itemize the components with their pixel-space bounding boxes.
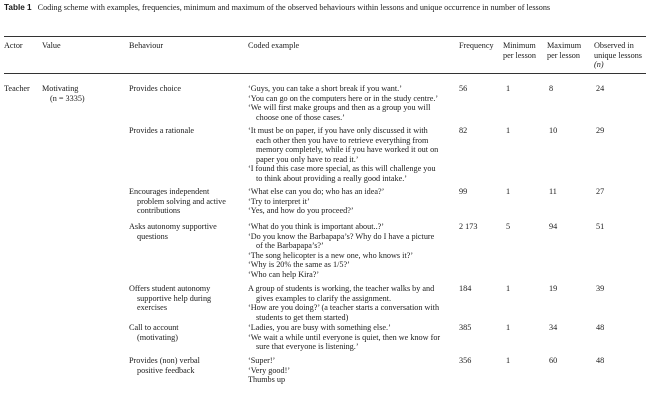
coded-example-text: memory completely, while if you have worked it out on xyxy=(256,145,439,155)
observed-cell: 48 xyxy=(596,356,605,365)
observed-cell: 51 xyxy=(596,222,605,231)
maximum-cell: 34 xyxy=(549,323,558,332)
actor-teacher: Teacher xyxy=(4,84,30,93)
header-maximum-line-1: Maximum xyxy=(547,41,582,50)
behaviour-text: Provides choice xyxy=(129,84,182,93)
coded-example-text: paper you only have to read it.’ xyxy=(256,154,359,164)
coded-example-text: Thumbs up xyxy=(248,375,286,385)
observed-cell: 27 xyxy=(596,187,605,196)
minimum-cell: 1 xyxy=(506,187,511,196)
observed-cell: 24 xyxy=(596,84,605,93)
coded-example-cell xyxy=(248,187,384,216)
behaviour-cell xyxy=(129,126,194,136)
header-coded-example: Coded example xyxy=(248,41,300,50)
header-observed-line-2: unique lessons xyxy=(594,50,642,60)
header-minimum-line-2: per lesson xyxy=(503,50,536,60)
header-minimum xyxy=(503,41,536,60)
header-observed-line-3: (n) xyxy=(594,60,604,70)
coded-example-text: ‘Try to interpret it’ xyxy=(248,196,310,206)
header-observed-line-1: Observed in xyxy=(594,41,634,50)
behaviour-text: Asks autonomy supportive xyxy=(129,222,217,231)
coded-example-text: each other then you have to retrieve everything from xyxy=(256,135,429,145)
value-count: (n = 3335) xyxy=(50,93,85,103)
header-maximum xyxy=(547,41,581,60)
header-maximum-line-2: per lesson xyxy=(547,50,580,60)
behaviour-text: (motivating) xyxy=(137,332,178,342)
maximum-cell: 11 xyxy=(549,187,557,196)
maximum-cell: 94 xyxy=(549,222,558,231)
behaviour-text: Call to account xyxy=(129,323,179,332)
maximum-cell: 8 xyxy=(549,84,554,93)
value-motivating xyxy=(42,84,85,103)
frequency-cell: 184 xyxy=(459,284,472,293)
behaviour-text: supportive help during xyxy=(137,293,212,303)
coded-example-text: ‘You can go on the computers here or in the study centre.’ xyxy=(248,93,439,103)
header-rule xyxy=(4,73,646,74)
observed-cell: 48 xyxy=(596,323,605,332)
top-rule xyxy=(4,36,646,37)
coded-example-text: ‘Super!’ xyxy=(248,356,276,365)
header-value: Value xyxy=(42,41,61,50)
coded-example-text: choose one of those cases.’ xyxy=(256,112,345,122)
behaviour-text: Encourages independent xyxy=(129,187,210,196)
coded-example-text: ‘Yes, and how do you proceed?’ xyxy=(248,206,354,216)
coded-example-cell xyxy=(248,126,438,184)
behaviour-text: contributions xyxy=(137,206,181,216)
coded-example-text: ‘We will first make groups and then as a group you will xyxy=(248,103,431,113)
behaviour-text: Offers student autonomy xyxy=(129,284,211,293)
header-actor: Actor xyxy=(4,41,23,50)
coded-example-text: ‘Who can help Kira?’ xyxy=(248,269,320,279)
behaviour-text: exercises xyxy=(137,303,168,313)
minimum-cell: 1 xyxy=(506,323,511,332)
behaviour-cell xyxy=(129,284,211,313)
coded-example-text: to think about providing a really good intake.’ xyxy=(256,173,407,183)
header-observed xyxy=(594,41,642,70)
coded-example-text: ‘What do you think is important about..?’ xyxy=(248,222,384,231)
behaviour-cell xyxy=(129,84,181,94)
table-caption xyxy=(4,3,550,13)
coded-example-text: ‘It must be on paper, if you have only discussed it with xyxy=(248,126,428,135)
coded-example-cell xyxy=(248,84,438,122)
minimum-cell: 1 xyxy=(506,126,511,135)
coded-example-text: ‘What else can you do; who has an idea?’ xyxy=(248,187,385,196)
maximum-cell: 19 xyxy=(549,284,558,293)
coded-example-text: ‘How are you doing?’ (a teacher starts a conversation with xyxy=(248,303,440,313)
coded-example-text: ‘We wait a while until everyone is quiet, then we know for xyxy=(248,332,441,342)
minimum-cell: 1 xyxy=(506,284,511,293)
coded-example-text: ‘Why is 20% the same as 1/5?’ xyxy=(248,260,350,270)
coded-example-text: ‘Do you know the Barbapapa’s? Why do I have a picture xyxy=(248,231,435,241)
coded-example-text: of the Barbapapa’s?’ xyxy=(256,241,324,251)
table-title: Coding scheme with examples, frequencies, minimum and maximum of the observed behaviours within lessons and unique occurrence in number of lessons xyxy=(37,3,551,12)
coded-example-text: gives examples to clarify the assignment. xyxy=(256,293,392,303)
table-label: Table 1 xyxy=(4,3,32,12)
frequency-cell: 56 xyxy=(459,84,468,93)
coded-example-text: ‘Ladies, you are busy with something else.’ xyxy=(248,323,391,332)
coded-example-text: ‘The song helicopter is a new one, who knows it?’ xyxy=(248,250,414,260)
behaviour-text: problem solving and active xyxy=(137,196,226,206)
coded-example-text: ‘I found this case more special, as this will challenge you xyxy=(248,164,436,174)
coded-example-cell xyxy=(248,284,439,322)
behaviour-cell xyxy=(129,323,179,342)
coded-example-text: ‘Very good!’ xyxy=(248,365,291,375)
minimum-cell: 5 xyxy=(506,222,511,231)
coded-example-cell xyxy=(248,222,434,280)
behaviour-text: Provides a rationale xyxy=(129,126,195,135)
header-frequency: Frequency xyxy=(459,41,494,50)
frequency-cell: 82 xyxy=(459,126,468,135)
coded-example-text: sure that everyone is listening.’ xyxy=(256,342,359,352)
behaviour-cell xyxy=(129,222,217,241)
coded-example-text: ‘Guys, you can take a short break if you want.’ xyxy=(248,84,402,93)
frequency-cell: 385 xyxy=(459,323,472,332)
coded-example-cell xyxy=(248,323,440,352)
behaviour-cell xyxy=(129,187,226,216)
observed-cell: 29 xyxy=(596,126,605,135)
minimum-cell: 1 xyxy=(506,356,511,365)
behaviour-text: questions xyxy=(137,231,168,241)
minimum-cell: 1 xyxy=(506,84,511,93)
behaviour-cell xyxy=(129,356,200,375)
coded-example-cell xyxy=(248,356,290,385)
frequency-cell: 356 xyxy=(459,356,472,365)
coded-example-text: A group of students is working, the teacher walks by and xyxy=(248,284,435,293)
observed-cell: 39 xyxy=(596,284,605,293)
behaviour-text: positive feedback xyxy=(137,365,195,375)
frequency-cell: 99 xyxy=(459,187,468,196)
maximum-cell: 60 xyxy=(549,356,558,365)
coded-example-text: students to get them started) xyxy=(256,312,349,322)
value-label: Motivating xyxy=(42,84,79,93)
header-minimum-line-1: Minimum xyxy=(503,41,536,50)
behaviour-text: Provides (non) verbal xyxy=(129,356,200,365)
header-behaviour: Behaviour xyxy=(129,41,164,50)
frequency-cell: 2 173 xyxy=(459,222,478,231)
maximum-cell: 10 xyxy=(549,126,558,135)
